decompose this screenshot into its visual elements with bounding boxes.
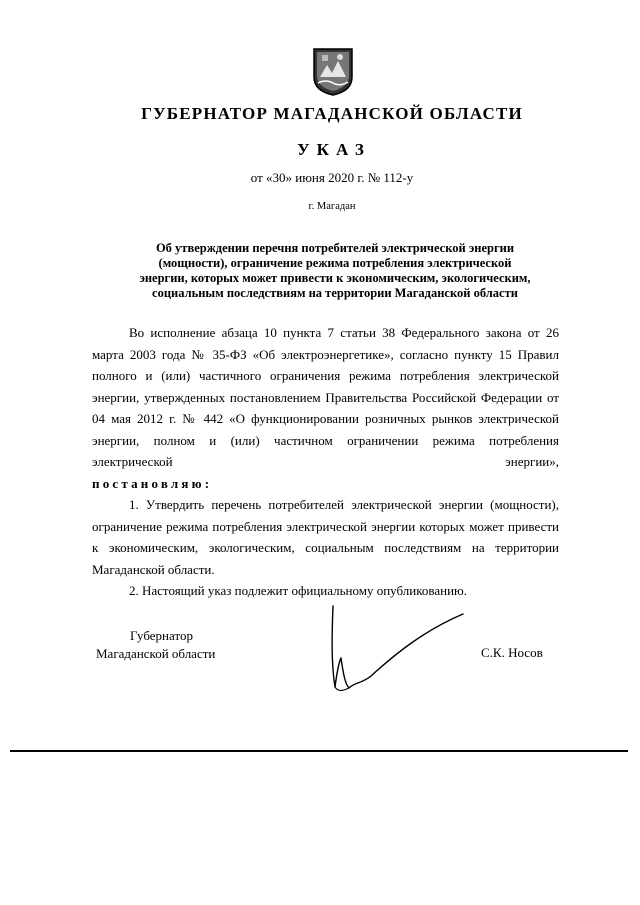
subject-line: социальным последствиям на территории Магаданской области <box>152 286 518 300</box>
document-type: УКАЗ <box>297 140 371 159</box>
subject-line: (мощности), ограничение режима потребления электрической <box>158 256 512 270</box>
subject-line: энергии, которых может привести к экономическим, экологическим, <box>139 271 531 285</box>
city-line: г. Магадан <box>308 201 356 212</box>
decree-body <box>92 322 559 602</box>
decree-word: постановляю: <box>92 475 213 491</box>
preamble-paragraph: Во исполнение абзаца 10 пункта 7 статьи 38 Федерального закона от 26 марта 2003 года № 35-ФЗ «Об электроэнергетике», согласно пункту 15 Правил полного и (или) частичного ограничения режима потребления электрической энергии, утвержденных постановлением Правительства Российской Федерации от 04 мая 2012 г. № 442 «О функционировании розничных рынков электрической энергии, полном и (или) частичном ограничении режима потребления электрической энергии», <box>92 325 559 469</box>
signatory-name: С.К. Носов <box>481 645 543 660</box>
date-number-line: от «30» июня 2020 г. № 112-у <box>250 170 414 185</box>
signatory-title <box>96 627 215 663</box>
item-1-paragraph: 1. Утвердить перечень потребителей электрической энергии (мощности), ограничение режима потребления электрической энергии которых может привести к экономическим, экологическим, социальным последствиям на территории Магаданской области. <box>92 497 559 577</box>
subject-line: Об утверждении перечня потребителей электрической энергии <box>155 241 515 255</box>
signatory-title-line-1: Губернатор <box>130 628 193 643</box>
decree-subject <box>95 241 575 301</box>
issuer-title: ГУБЕРНАТОР МАГАДАНСКОЙ ОБЛАСТИ <box>141 104 523 123</box>
signatory-title-line-2: Магаданской области <box>96 646 216 661</box>
item-2-paragraph: 2. Настоящий указ подлежит официальному опубликованию. <box>129 583 468 598</box>
handwritten-signature <box>305 592 475 712</box>
bottom-divider <box>10 750 628 752</box>
magadan-coat-of-arms-icon <box>312 47 354 97</box>
